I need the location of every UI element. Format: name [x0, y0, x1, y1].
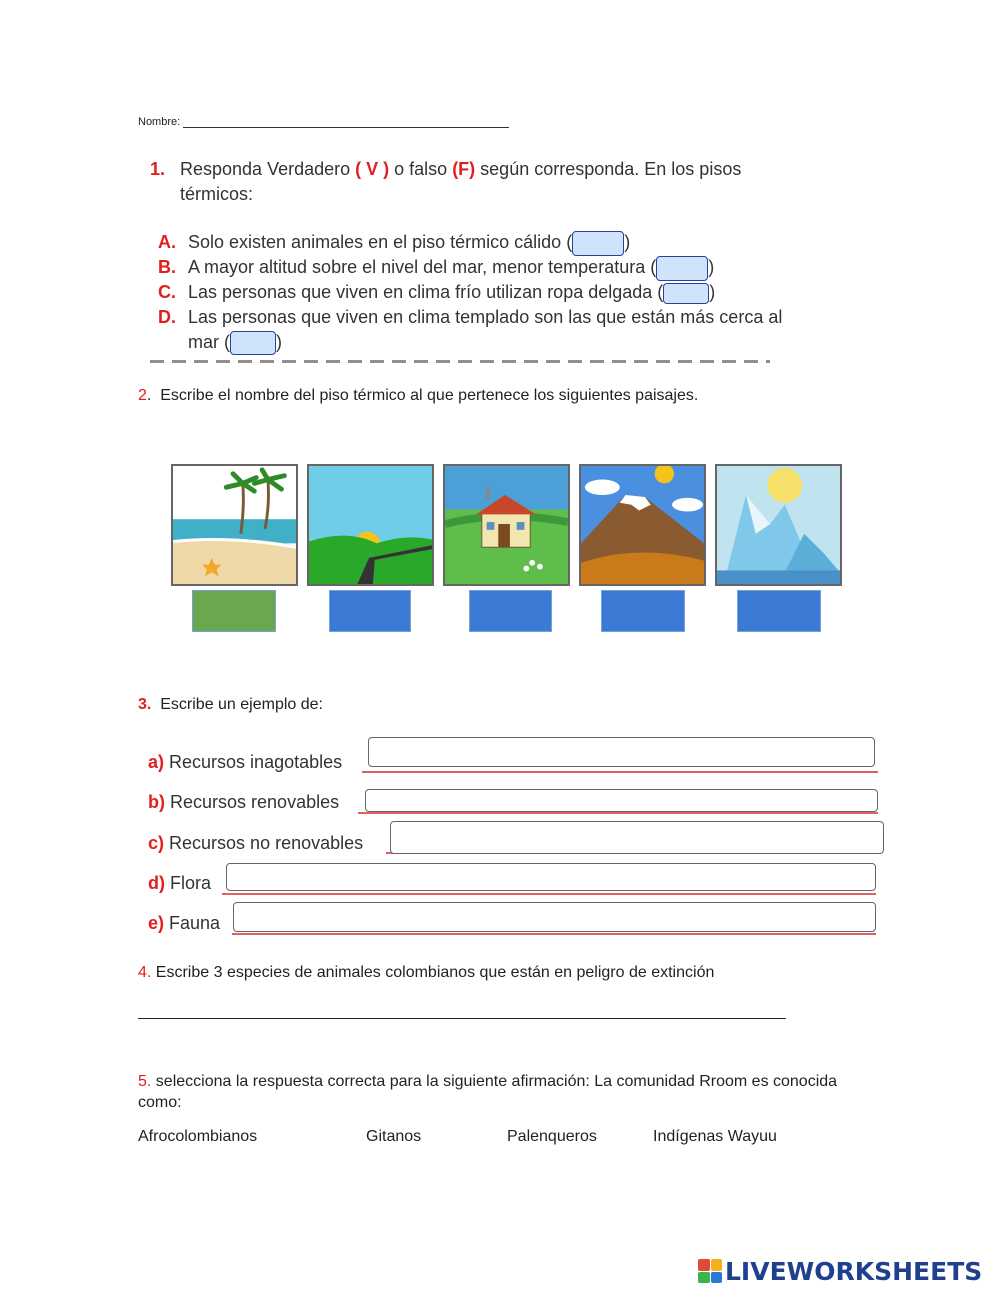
resource-input-e[interactable] [233, 902, 876, 932]
question-2-number: 2 [138, 387, 147, 404]
name-label: Nombre: [138, 116, 181, 128]
option-palenqueros[interactable]: Palenqueros [507, 1128, 597, 1145]
question-5 [138, 1071, 878, 1113]
row-underline [362, 771, 878, 773]
row-underline [222, 893, 876, 895]
option-gitanos[interactable]: Gitanos [366, 1128, 422, 1145]
resource-row-c [148, 833, 363, 854]
row-label: Fauna [169, 913, 221, 933]
question-1-title [150, 157, 830, 204]
row-label: Flora [170, 873, 212, 893]
resource-row-b [148, 792, 339, 813]
row-label: Recursos inagotables [169, 752, 343, 772]
item-letter: A. [158, 232, 176, 252]
close-paren: ) [708, 257, 715, 277]
question-2-text: Escribe el nombre del piso térmico al que pertenece los siguientes paisajes. [160, 387, 699, 404]
item-text: Solo existen animales en el piso térmico cálido ( [188, 232, 573, 252]
close-paren: ) [709, 282, 716, 302]
question-3 [138, 696, 323, 714]
question-1-item-a [158, 230, 630, 256]
liveworksheets-logo-icon [698, 1259, 722, 1283]
answer-box-a[interactable] [572, 231, 624, 256]
answer-box-3[interactable] [469, 590, 552, 632]
question-3-number: 3. [138, 696, 152, 713]
resource-input-c[interactable] [390, 821, 884, 854]
item-text: mar ( [188, 332, 230, 352]
question-5-number: 5. [138, 1073, 152, 1090]
question-1-text-mid: o falso [389, 159, 453, 179]
cropped-text-line [150, 358, 770, 364]
resource-row-e [148, 913, 220, 934]
option-indigenas-wayuu[interactable]: Indígenas Wayuu [653, 1128, 777, 1145]
question-1-text-pre: Responda Verdadero [180, 159, 356, 179]
answer-box-d[interactable] [230, 331, 276, 355]
liveworksheets-logo [698, 1253, 982, 1289]
mountain-picture [579, 464, 706, 586]
row-label: Recursos renovables [170, 792, 340, 812]
question-1-text-cont: térmicos: [180, 184, 254, 204]
name-field [138, 116, 509, 128]
question-2 [138, 387, 698, 405]
question-1 [150, 157, 870, 357]
answer-box-b[interactable] [656, 256, 708, 281]
question-4-number: 4. [138, 964, 152, 981]
question-1-number: 1. [150, 159, 166, 179]
question-3-text: Escribe un ejemplo de: [160, 696, 323, 713]
question-4 [138, 964, 714, 982]
item-letter: B. [158, 257, 176, 277]
answer-box-4[interactable] [601, 590, 685, 632]
answer-box-c[interactable] [663, 283, 709, 304]
answer-line[interactable] [138, 1018, 786, 1019]
meadow-picture [307, 464, 434, 586]
resource-input-a[interactable] [368, 737, 875, 767]
beach-picture [171, 464, 298, 586]
close-paren: ) [624, 232, 631, 252]
close-paren: ) [276, 332, 282, 352]
answer-box-5[interactable] [737, 590, 821, 632]
row-letter: b) [148, 792, 165, 812]
row-letter: e) [148, 913, 165, 933]
question-5-text: selecciona la respuesta correcta para la siguiente afirmación: La comunidad Rroom es conocida como: [138, 1073, 838, 1111]
row-letter: a) [148, 752, 165, 772]
resource-input-b[interactable] [365, 789, 878, 812]
resource-input-d[interactable] [226, 863, 876, 891]
house-picture [443, 464, 570, 586]
row-underline [358, 812, 878, 814]
question-2-dot: . [146, 387, 152, 404]
question-1-text-post: según corresponda. En los pisos [475, 159, 742, 179]
item-letter: C. [158, 282, 176, 302]
item-text: Las personas que viven en clima frío utilizan ropa delgada ( [188, 282, 664, 302]
question-1-item-d-cont [188, 330, 282, 355]
row-label: Recursos no renovables [169, 833, 364, 853]
brand-name: LIVEWORKSHEETS [725, 1256, 983, 1286]
item-letter: D. [158, 307, 176, 327]
row-underline [232, 933, 876, 935]
resource-row-d [148, 873, 211, 894]
glacier-picture [715, 464, 842, 586]
question-1-item-b [158, 255, 714, 281]
row-letter: d) [148, 873, 165, 893]
option-afrocolombianos[interactable]: Afrocolombianos [138, 1128, 258, 1145]
row-letter: c) [148, 833, 165, 853]
question-1-item-c [158, 280, 715, 305]
question-1-f: (F) [452, 159, 476, 179]
item-text: Las personas que viven en clima templado son las que están más cerca al [188, 307, 783, 327]
item-text: A mayor altitud sobre el nivel del mar, menor temperatura ( [188, 257, 657, 277]
question-1-item-d [158, 305, 782, 330]
resource-row-a [148, 752, 342, 773]
answer-box-1[interactable] [192, 590, 276, 632]
question-1-v: ( V ) [355, 159, 390, 179]
answer-box-2[interactable] [329, 590, 411, 632]
question-4-text: Escribe 3 especies de animales colombianos que están en peligro de extinción [155, 964, 715, 981]
name-line [183, 117, 509, 128]
